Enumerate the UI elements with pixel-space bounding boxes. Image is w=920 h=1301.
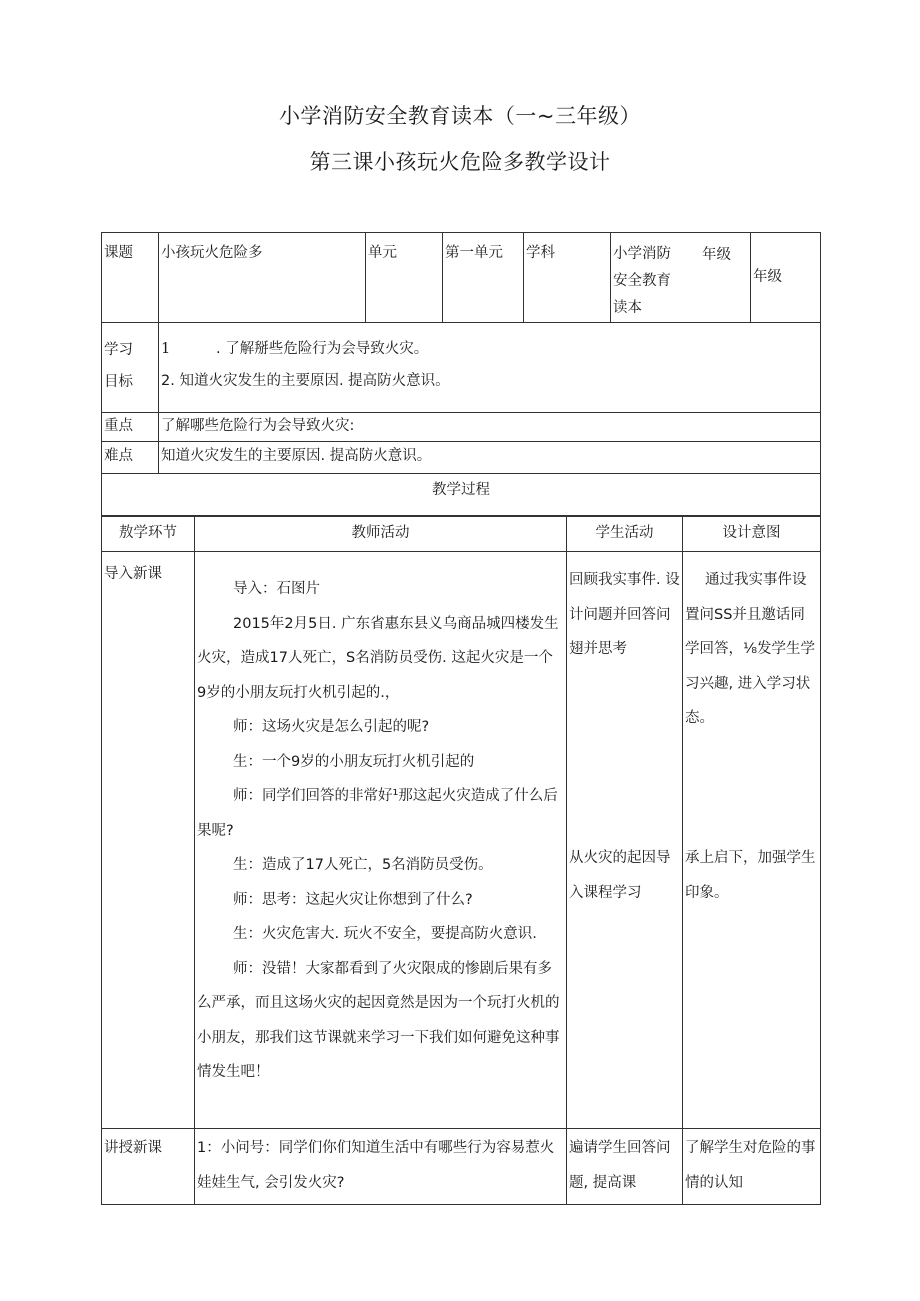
intro-teacher-line: 师：同学们回答的非常好¹那这起火灾造成了什么后果呢?: [197, 788, 558, 839]
goal-1: [161, 333, 818, 365]
intro-intent-cell: [683, 552, 821, 1129]
lecture-intent: [683, 1129, 821, 1205]
info-row-topic: [102, 233, 821, 323]
intro-student-2: 从火灾的起因导入课程学习: [569, 850, 671, 901]
lesson-title: 第三课小孩玩火危险多教学设计: [309, 150, 611, 174]
lecture-teacher-text: 1：小问号：同学们你们知道生活中有哪些行为容易惹火娃娃生气, 会引发火灾?: [197, 1140, 555, 1191]
subject-value-cell: [611, 233, 751, 323]
intro-teacher-line: 师：这场火灾是怎么引起的呢?: [233, 719, 430, 735]
intro-teacher-cell: [195, 552, 567, 1129]
goals-label-cell: [102, 323, 159, 413]
unit-label: 单元: [366, 233, 443, 323]
topic-value: 小孩玩火危险多: [159, 233, 366, 323]
header-intent: 设计意图: [683, 517, 821, 552]
intro-student-cell: [567, 552, 683, 1129]
process-header-row: [102, 517, 821, 552]
lecture-student-text: 遍请学生回答问题, 提高课: [569, 1140, 671, 1191]
goals-label-line-1: 学习: [104, 342, 133, 358]
intro-intent-2: 承上启下，加强学生印象。: [685, 850, 816, 901]
subject-label: 学科: [524, 233, 611, 323]
lecture-intent-text: 了解学生对危险的事情的认知: [685, 1140, 816, 1191]
subject-value-line-3: 读本: [613, 300, 642, 316]
intro-teacher-line: 2015年2月5日. 广东省惠东县义乌商品城四楼发生火灾，造成17人死亡，S名消防员受伤. 这起火灾是一个9岁的小朋友玩打火机引起的.，: [197, 615, 559, 701]
subject-value-line-2: 安全教育: [613, 273, 671, 289]
lecture-stage: 讲授新课: [102, 1129, 195, 1205]
difficulty-label: 难点: [102, 442, 159, 474]
goal-2: 2. 知道火灾发生的主要原因. 提高防火意识。: [161, 373, 450, 389]
lecture-teacher: [195, 1129, 567, 1205]
info-row-difficulty: [102, 442, 821, 474]
info-row-goals: [102, 323, 821, 413]
lecture-student: [567, 1129, 683, 1205]
subject-value-line-1: 小学消防: [613, 246, 671, 262]
goal-1-number: 1: [161, 341, 171, 357]
intro-teacher-line: 师：思考：这起火灾让你想到了什么?: [233, 891, 473, 908]
goals-label-line-2: 目标: [104, 374, 133, 390]
unit-value: 第一单元: [443, 233, 524, 323]
document-title: 小学消防安全教育读本（一~三年级）: [278, 104, 642, 128]
intro-teacher-line: 导入：石图片: [233, 581, 320, 597]
process-title: 教学过程: [102, 474, 821, 516]
lecture-row: [102, 1129, 821, 1205]
header-teacher: 教师活动: [195, 517, 567, 552]
process-table: [101, 516, 821, 1205]
goal-1-text: . 了解掰些危险行为会导致火灾。: [216, 341, 429, 357]
intro-intent-1: 通过我实事件设置问SS并且邀话同学回答，⅛发学生学习兴趣, 进入学习状态。: [685, 572, 816, 726]
header-stage: 敖学环节: [102, 517, 195, 552]
intro-teacher-line: 生：造成了17人死亡，5名消防员受伤。: [233, 857, 493, 873]
intro-teacher-line: 师：没错！大家都看到了火灾限成的惨剧后果有多么严承，而且这场火灾的起因竟然是因为一个玩打火机的小朋友，那我们这节课就来学习一下我们如何避免这种事情发生吧！: [197, 960, 560, 1080]
intro-row: [102, 552, 821, 1129]
key-value: 了解哪些危险行为会导致火灾:: [159, 413, 821, 442]
grade-label: 年级: [702, 247, 731, 263]
intro-student-1: 回顾我实事件. 设计问题并回答问翅并思考: [569, 572, 680, 657]
info-row-process-title: [102, 474, 821, 516]
info-table: [101, 232, 821, 516]
difficulty-value: 知道火灾发生的主要原因. 提高防火意识。: [159, 442, 821, 474]
intro-stage: 导入新课: [102, 552, 195, 1129]
intro-teacher-line: 生：一个9岁的小朋友玩打火机引起的: [233, 753, 475, 770]
topic-label: 课题: [102, 233, 159, 323]
grade-value: 年级: [751, 233, 821, 323]
key-label: 重点: [102, 413, 159, 442]
header-student: 学生活动: [567, 517, 683, 552]
intro-teacher-line: 生：火灾危害大. 玩火不安全，要提高防火意识.: [233, 926, 537, 942]
goals-value-cell: [159, 323, 821, 413]
info-row-key: [102, 413, 821, 442]
